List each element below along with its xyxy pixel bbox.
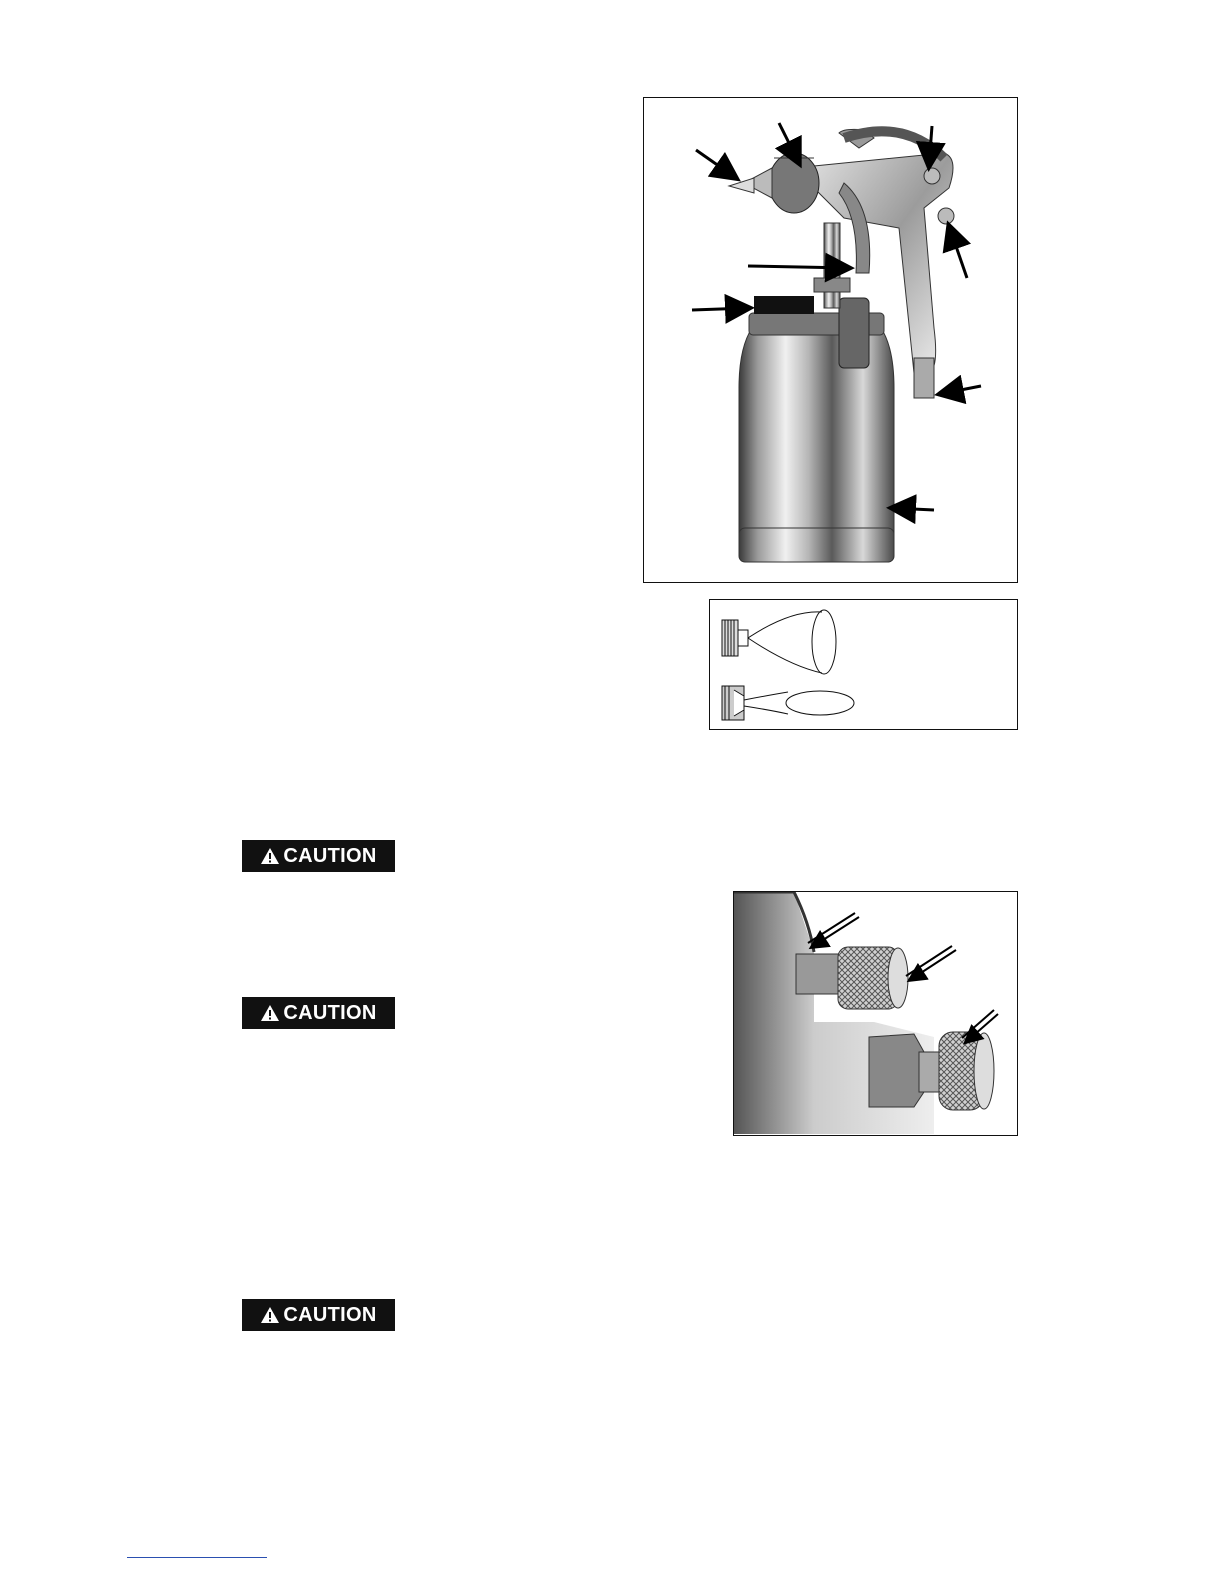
air-cap-and-nozzle (729, 153, 819, 213)
adjustment-knobs-figure (733, 891, 1018, 1136)
footer-rule (127, 1557, 267, 1558)
fluid-tube (824, 223, 840, 308)
caution-label (242, 840, 395, 872)
caution-label (242, 997, 395, 1029)
spray-gun-illustration (644, 98, 1016, 581)
warning-triangle-icon (260, 1004, 280, 1022)
caution-text: CAUTION (283, 1303, 377, 1326)
flat-pattern (722, 686, 854, 720)
cup-lid-lever (754, 296, 814, 314)
spray-pattern-figure (709, 599, 1018, 730)
warning-triangle-icon (260, 847, 280, 865)
caution-text: CAUTION (283, 1001, 377, 1024)
air-adjust-knob (938, 208, 954, 224)
spray-adjust-hex-nut (869, 1034, 924, 1107)
warning-triangle-icon (260, 1306, 280, 1324)
caution-label (242, 1299, 395, 1331)
fluid-adjust-stem (796, 954, 841, 994)
round-pattern (722, 610, 836, 674)
spray-gun-figure (643, 97, 1018, 583)
cup-clamp (839, 298, 869, 368)
air-inlet (914, 358, 934, 398)
adjustment-knobs-photo (734, 892, 1016, 1134)
spray-pattern-diagram (710, 600, 1016, 728)
paint-cup (739, 313, 894, 562)
fluid-adjust-knob (924, 168, 940, 184)
caution-text: CAUTION (283, 844, 377, 867)
